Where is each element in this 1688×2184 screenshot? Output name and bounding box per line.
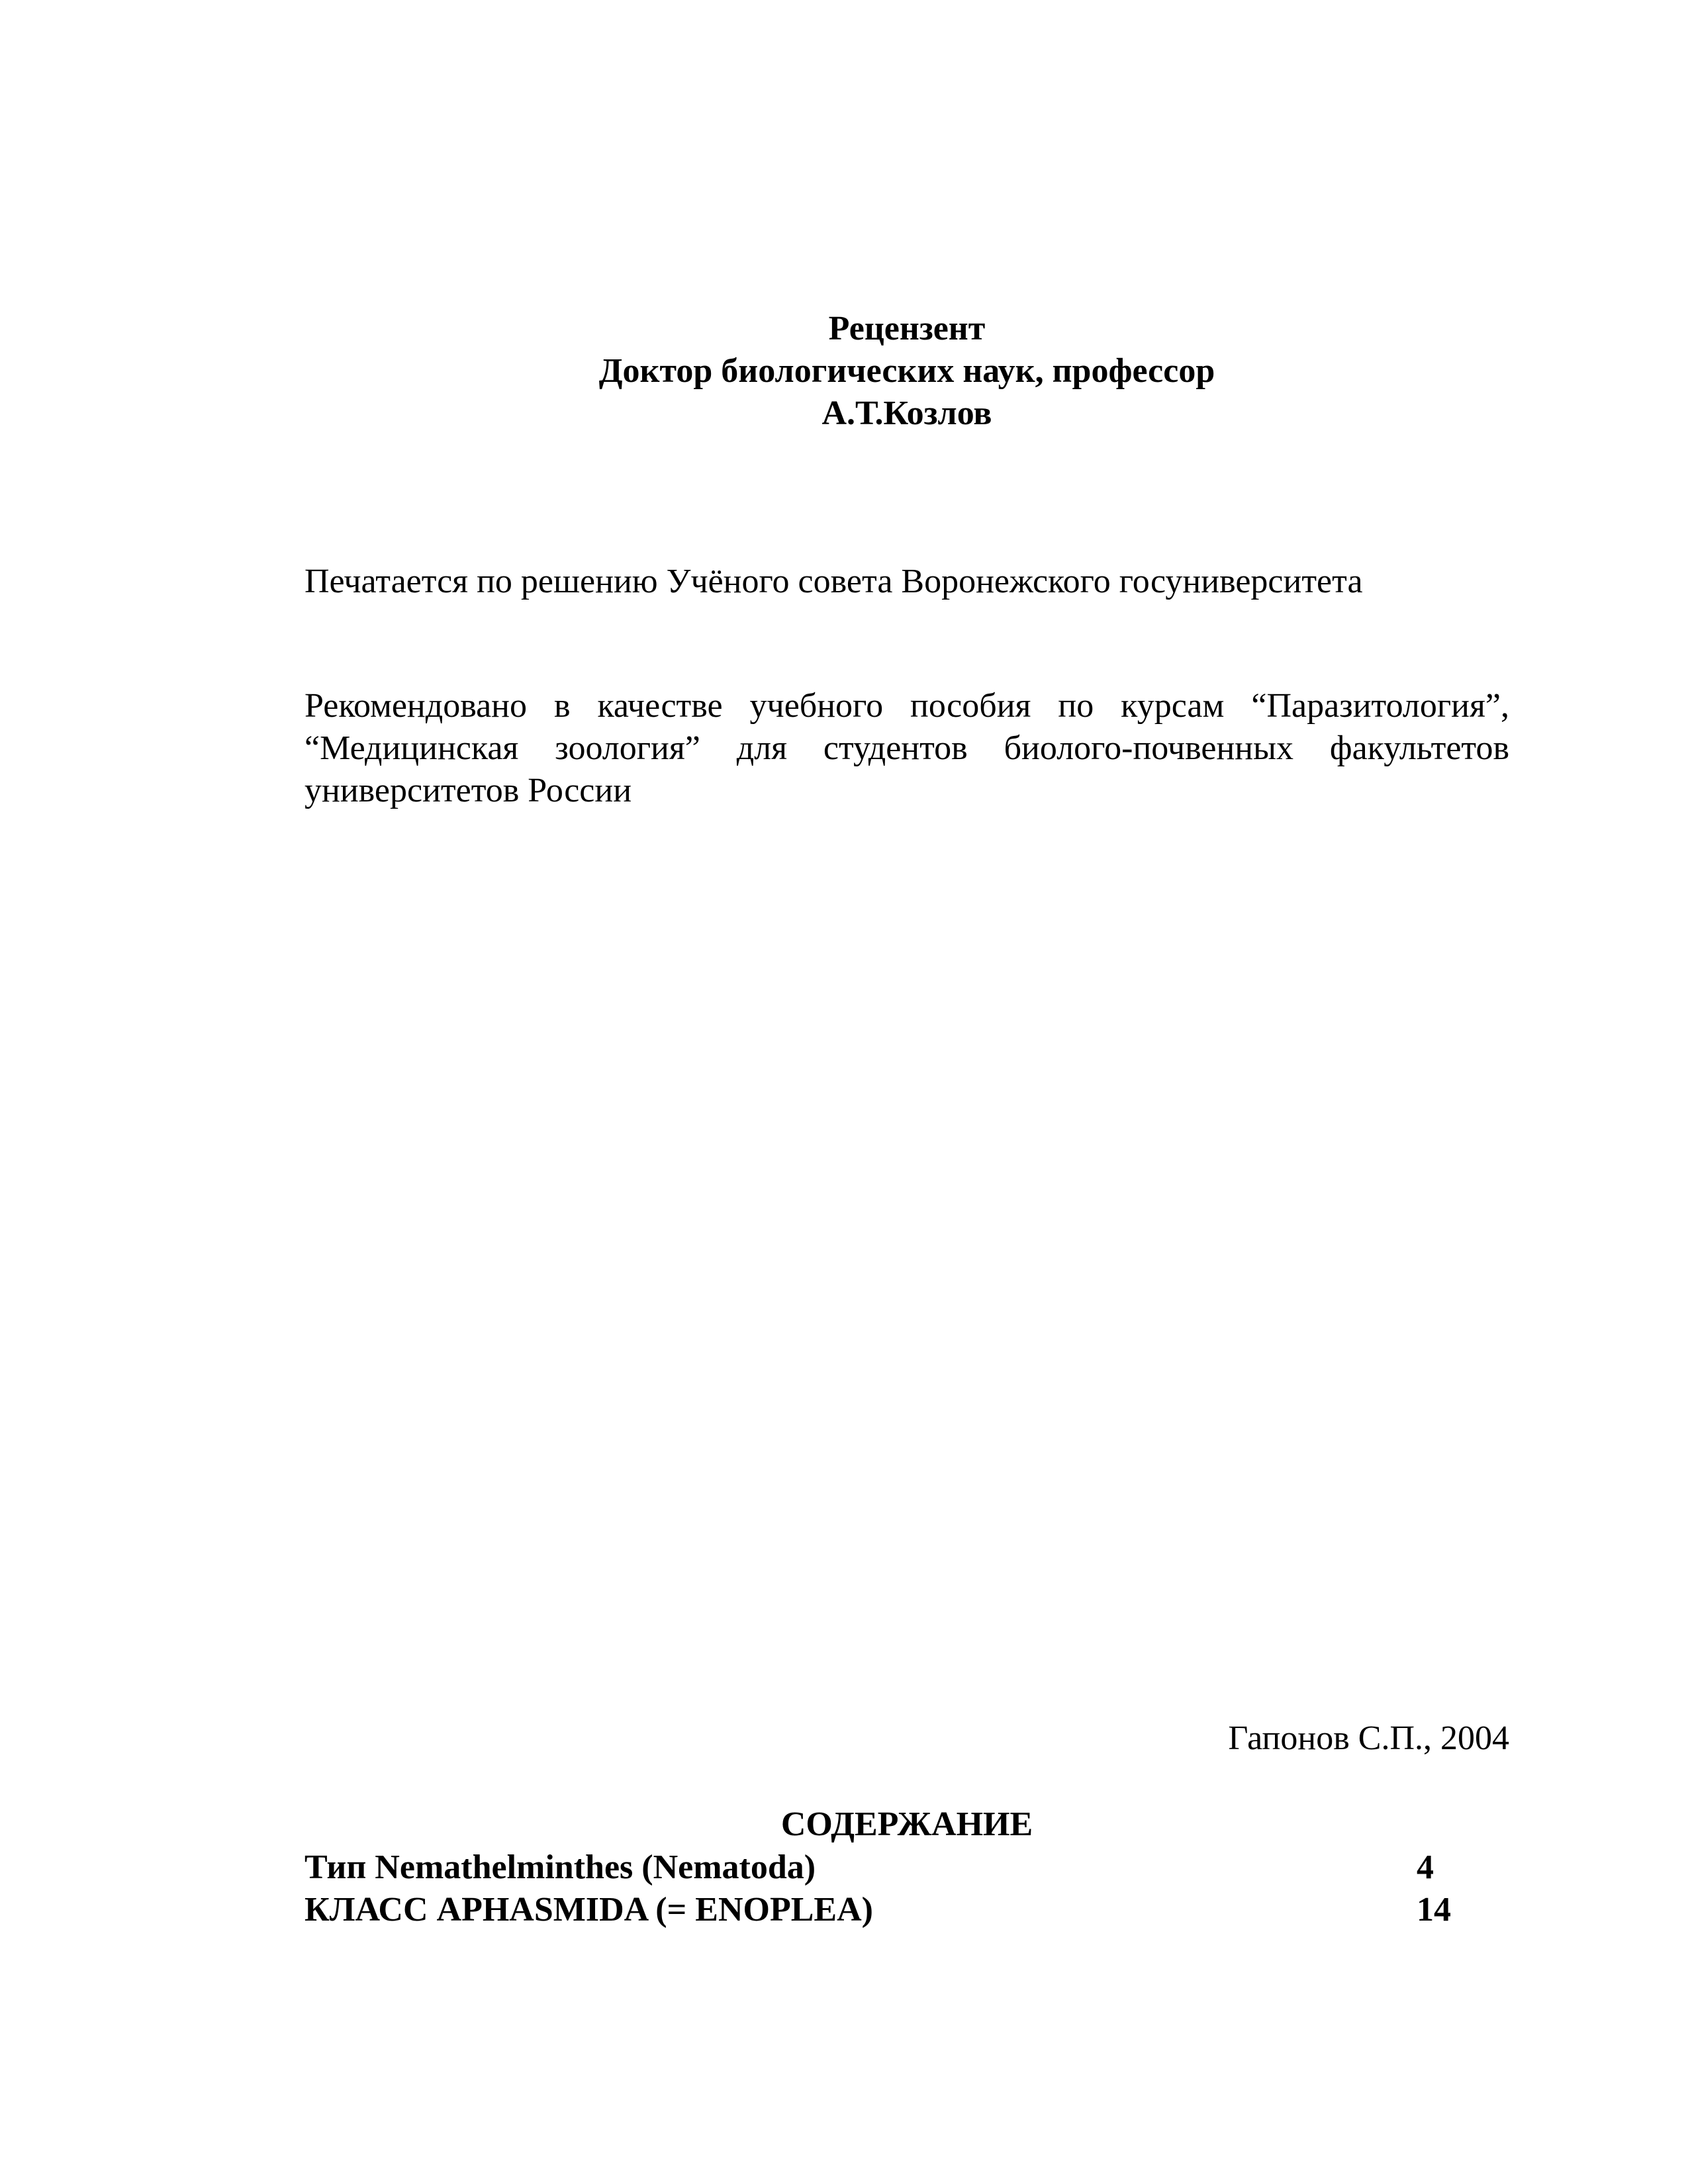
copyright-notice: Гапонов С.П., 2004 [1228,1719,1509,1757]
table-of-contents [305,1846,1509,1931]
toc-entry-label: Тип Nemathelminthes (Nematoda) [305,1848,816,1886]
approval-statement: Печатается по решению Учёного совета Воронежского госуниверситета [305,563,1363,600]
recommendation-line: “Медицинская зоология” для студентов биолого-почвенных факультетов [305,729,1509,767]
reviewer-block [305,308,1509,435]
recommendation-line: Рекомендовано в качестве учебного пособия по курсам “Паразитология”, [305,687,1509,725]
toc-entry-label: КЛАСС APHASMIDA (= ENOPLEA) [305,1891,873,1929]
reviewer-name: А.Т.Козлов [821,394,992,432]
toc-entry-page: 4 [1417,1848,1434,1886]
reviewer-title: Доктор биологических наук, профессор [598,352,1215,390]
recommendation-line: университетов России [305,772,632,809]
toc-entry-page: 14 [1417,1891,1451,1929]
toc-entry [305,1889,1509,1931]
recommendation-paragraph [305,685,1509,812]
toc-entry [305,1846,1509,1889]
toc-title: СОДЕРЖАНИЕ [780,1805,1033,1843]
reviewer-heading: Рецензент [828,310,986,347]
